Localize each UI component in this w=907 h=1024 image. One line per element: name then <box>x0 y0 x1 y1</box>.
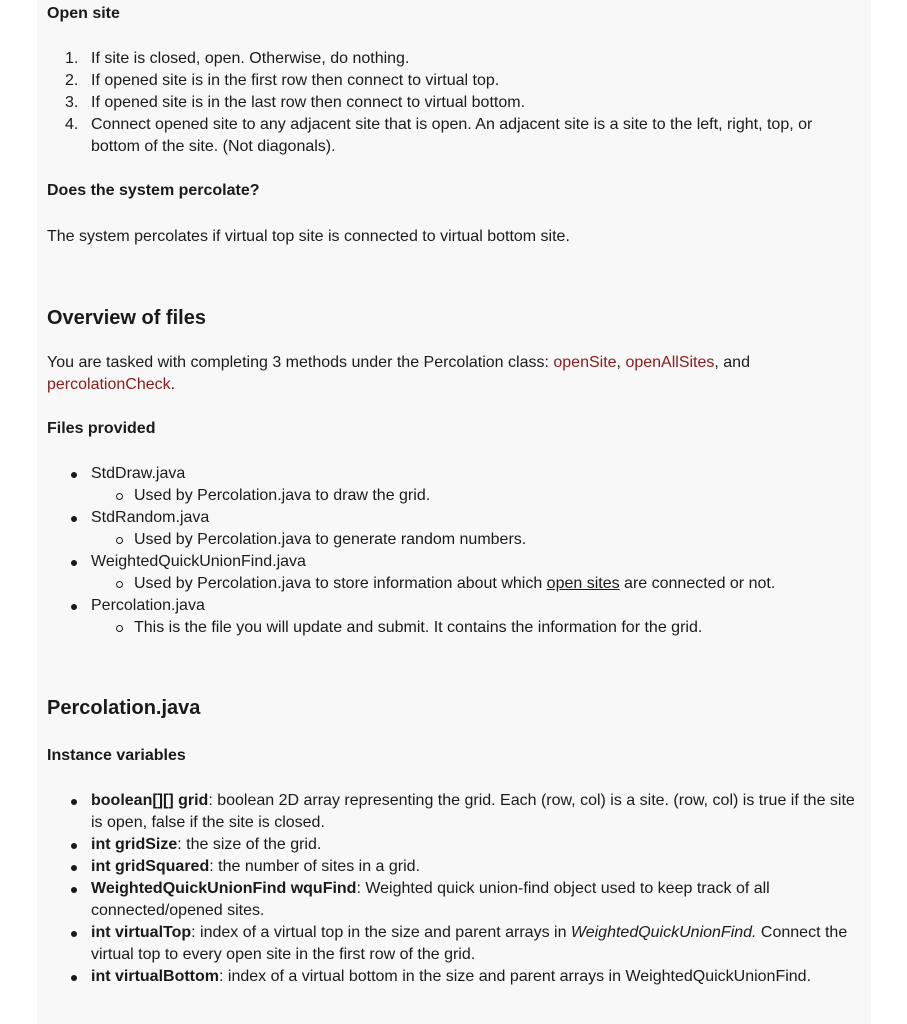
period: . <box>170 376 176 393</box>
circle-bullet-icon <box>116 625 123 632</box>
overview-heading: Overview of files <box>47 307 206 329</box>
var-desc: : index of a virtual top in the size and parent arrays in <box>191 924 571 941</box>
files-list <box>47 463 862 639</box>
intro-text: You are tasked with completing 3 methods under the Percolation class: <box>47 354 554 371</box>
step-text: If opened site is in the last row then connect to virtual bottom. <box>91 94 526 111</box>
bullet-icon <box>71 887 77 893</box>
step-text: If site is closed, open. Otherwise, do nothing. <box>91 50 410 67</box>
var-desc-after: Connect the virtual top to every open site in the first row of the grid. <box>91 924 848 963</box>
bullet-icon <box>71 560 77 566</box>
bullet-icon <box>71 604 77 610</box>
open-sites-link[interactable]: open sites <box>546 575 620 592</box>
bullet-icon <box>71 931 77 937</box>
circle-bullet-icon <box>116 581 123 588</box>
bullet-icon <box>71 799 77 805</box>
separator: , and <box>714 354 750 371</box>
open-site-steps <box>47 48 862 158</box>
var-decl: int gridSquared <box>91 858 210 875</box>
method-percolationcheck: percolationCheck <box>47 376 171 393</box>
var-desc: : Weighted quick union-find object used to keep track of all connected/opened sites. <box>91 880 770 919</box>
bullet-icon <box>71 516 77 522</box>
document-page <box>37 0 871 1024</box>
bullet-icon <box>71 843 77 849</box>
percolate-heading: Does the system percolate? <box>47 182 260 199</box>
list-item <box>47 790 862 834</box>
bullet-icon <box>71 472 77 478</box>
step-text: If opened site is in the first row then connect to virtual top. <box>91 72 500 89</box>
step-number: 4. <box>65 116 79 133</box>
list-item <box>47 966 862 988</box>
list-item <box>91 573 862 595</box>
circle-bullet-icon <box>116 537 123 544</box>
file-desc: Used by Percolation.java to draw the grid. <box>134 487 431 504</box>
list-item <box>47 856 862 878</box>
list-item <box>47 922 862 966</box>
file-desc: This is the file you will update and submit. It contains the information for the grid. <box>134 619 703 636</box>
bullet-icon <box>71 865 77 871</box>
files-provided-heading: Files provided <box>47 420 156 437</box>
list-item <box>47 507 862 551</box>
overview-intro <box>47 352 862 396</box>
percolate-text: The system percolates if virtual top site is connected to virtual bottom site. <box>47 228 570 245</box>
step-number: 3. <box>65 94 79 111</box>
list-item <box>47 92 862 114</box>
var-desc: : boolean 2D array representing the grid. Each (row, col) is a site. (row, col) is true if the site is open, false if the site is closed. <box>91 792 855 831</box>
file-name: WeightedQuickUnionFind.java <box>91 553 306 570</box>
method-openallsites: openAllSites <box>625 354 715 371</box>
file-desc: Used by Percolation.java to store information about which <box>134 575 547 592</box>
list-item <box>47 70 862 92</box>
var-decl: boolean[][] grid <box>91 792 209 809</box>
var-decl: int virtualTop <box>91 924 192 941</box>
var-desc-italic: WeightedQuickUnionFind. <box>570 924 757 941</box>
list-item <box>47 878 862 922</box>
var-decl: int gridSize <box>91 836 178 853</box>
var-desc: : the number of sites in a grid. <box>209 858 421 875</box>
percolation-java-heading: Percolation.java <box>47 697 201 719</box>
instance-variables-list <box>47 790 862 988</box>
list-item <box>47 551 862 595</box>
bullet-icon <box>71 975 77 981</box>
list-item <box>91 485 862 507</box>
list-item <box>91 529 862 551</box>
var-desc: : the size of the grid. <box>177 836 322 853</box>
var-decl: int virtualBottom <box>91 968 219 985</box>
file-name: StdRandom.java <box>91 509 210 526</box>
list-item <box>47 595 862 639</box>
var-decl: WeightedQuickUnionFind wquFind <box>91 880 357 897</box>
file-desc: Used by Percolation.java to generate random numbers. <box>134 531 527 548</box>
separator: , <box>616 354 626 371</box>
var-desc: : index of a virtual bottom in the size and parent arrays in WeightedQuickUnionFind. <box>219 968 812 985</box>
open-site-heading: Open site <box>47 5 120 22</box>
step-text: Connect opened site to any adjacent site that is open. An adjacent site is a site to the left, right, top, or bottom of the site. (Not diagonals). <box>91 116 813 155</box>
file-name: StdDraw.java <box>91 465 186 482</box>
list-item <box>47 463 862 507</box>
list-item <box>91 617 862 639</box>
step-number: 1. <box>65 50 79 67</box>
file-desc-suffix: are connected or not. <box>619 575 776 592</box>
list-item <box>47 114 862 158</box>
instance-variables-heading: Instance variables <box>47 747 186 764</box>
step-number: 2. <box>65 72 79 89</box>
list-item <box>47 48 862 70</box>
file-name: Percolation.java <box>91 597 205 614</box>
circle-bullet-icon <box>116 493 123 500</box>
method-opensite: openSite <box>553 354 617 371</box>
list-item <box>47 834 862 856</box>
